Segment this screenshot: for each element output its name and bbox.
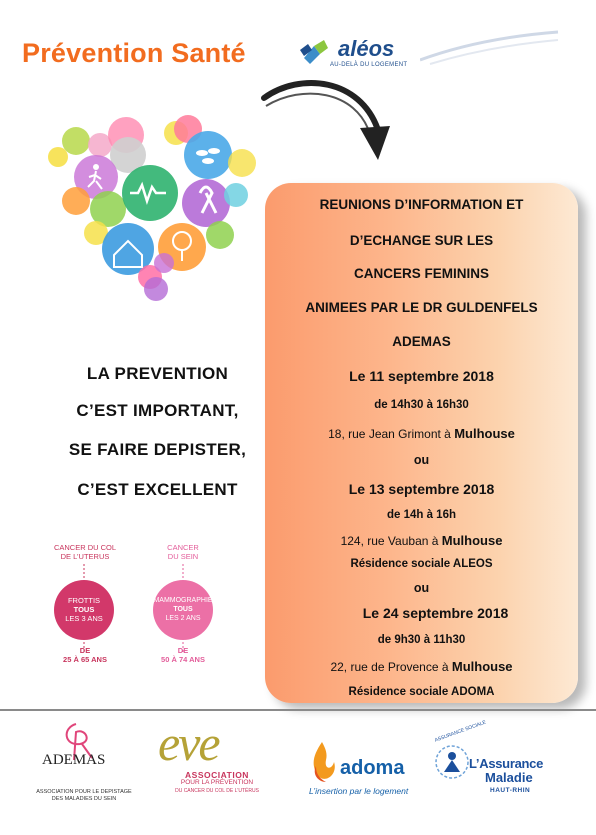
ademas-name: ADEMAS <box>42 752 106 768</box>
eve-subtitle <box>172 771 262 795</box>
ademas-sub-line-2: DES MALADIES DU SEIN <box>51 796 117 802</box>
info-heading-line-5: ADEMAS <box>392 334 451 349</box>
breast-title-line-2: DU SEIN <box>167 552 199 561</box>
session-3-address <box>265 659 578 674</box>
session-1-city: Mulhouse <box>454 426 515 441</box>
cervical-age-range: 25 À 65 ANS <box>63 655 107 664</box>
breast-cancer-title <box>138 543 228 561</box>
cervical-age <box>40 646 130 664</box>
aleos-logo-name: aléos <box>338 36 395 61</box>
info-heading-line-1: REUNIONS D’INFORMATION ET <box>319 197 524 212</box>
breast-age <box>138 646 228 664</box>
assurance-emblem-icon <box>432 742 472 782</box>
adoma-name: adoma <box>340 757 405 779</box>
session-3-city: Mulhouse <box>451 659 513 674</box>
info-heading-line-4: ANIMEES PAR LE DR GULDENFELS <box>305 300 538 315</box>
decorative-swoosh <box>420 28 560 68</box>
cervical-title-line-2: DE L’UTERUS <box>60 552 110 561</box>
session-2-address <box>265 533 578 548</box>
slogan-line-3: SE FAIRE DEPISTER, <box>68 440 247 459</box>
breast-every: TOUS <box>173 606 193 613</box>
health-heart-illustration <box>36 105 261 305</box>
separator-ou-1: ou <box>413 453 430 467</box>
eve-sub-line-1: ASSOCIATION <box>185 770 249 780</box>
breast-age-prefix: DE <box>177 646 189 655</box>
breast-age-range: 50 À 74 ANS <box>161 655 205 664</box>
eve-logo-name: eve <box>158 715 219 771</box>
session-1-address <box>265 426 578 441</box>
breast-exam: MAMMOGRAPHIE <box>153 597 213 604</box>
assurance-top-text: ASSURANCE SOCIALE <box>434 719 487 744</box>
slogan-line-1: LA PREVENTION <box>86 364 229 383</box>
session-2-residence: Résidence sociale ALEOS <box>350 558 493 570</box>
slogan-line-4: C’EST EXCELLENT <box>77 480 238 499</box>
eve-sub-line-3: DU CANCER DU COL DE L'UTÉRUS <box>175 788 259 794</box>
adoma-tagline: L’insertion par le logement <box>309 786 409 796</box>
cervical-age-prefix: DE <box>79 646 91 655</box>
session-2-hours: de 14h à 16h <box>386 509 457 521</box>
ademas-sub-line-1: ASSOCIATION POUR LE DEPISTAGE <box>36 789 132 795</box>
session-2-city: Mulhouse <box>441 533 503 548</box>
session-3-street: 22, rue de Provence à <box>330 660 449 674</box>
cervical-badge-text <box>46 596 122 623</box>
eve-sub-line-2: POUR LA PRÉVENTION <box>180 779 254 786</box>
breast-badge-text <box>145 596 221 623</box>
info-heading-line-2: D’ECHANGE SUR LES <box>349 233 494 248</box>
cervical-cancer-title <box>40 543 130 561</box>
cervical-title-line-1: CANCER DU COL <box>53 543 117 552</box>
aleos-logo-tagline: AU-DELÀ DU LOGEMENT <box>330 62 408 68</box>
curved-arrow-icon <box>250 70 400 175</box>
session-3-hours: de 9h30 à 11h30 <box>377 634 466 646</box>
session-2-date: Le 13 septembre 2018 <box>348 481 495 497</box>
separator-ou-2: ou <box>413 581 430 595</box>
session-1-street: 18, rue Jean Grimont à <box>328 427 451 441</box>
session-3-date: Le 24 septembre 2018 <box>362 605 509 621</box>
cervical-exam: FROTTIS <box>67 596 101 605</box>
assurance-line-1: L’Assurance <box>469 756 544 771</box>
assurance-region: HAUT-RHIN <box>490 787 531 794</box>
page-title: Prévention Santé <box>22 38 246 68</box>
footer-divider <box>0 709 596 711</box>
info-box <box>265 183 578 703</box>
session-1-hours: de 14h30 à 16h30 <box>374 399 469 411</box>
slogan-line-2: C’EST IMPORTANT, <box>76 401 239 420</box>
ademas-subtitle <box>36 789 132 803</box>
info-heading-line-3: CANCERS FEMININS <box>353 266 489 281</box>
breast-interval: LES 2 ANS <box>165 615 201 622</box>
cervical-interval: LES 3 ANS <box>65 614 103 623</box>
breast-title-line-1: CANCER <box>167 543 199 552</box>
session-1-date: Le 11 septembre 2018 <box>349 368 494 384</box>
cervical-every: TOUS <box>73 605 95 614</box>
session-3-residence: Résidence sociale ADOMA <box>348 686 495 698</box>
assurance-line-2: Maladie <box>485 770 533 785</box>
adoma-flame-icon <box>308 740 342 786</box>
session-2-street: 124, rue Vauban à <box>340 534 439 548</box>
